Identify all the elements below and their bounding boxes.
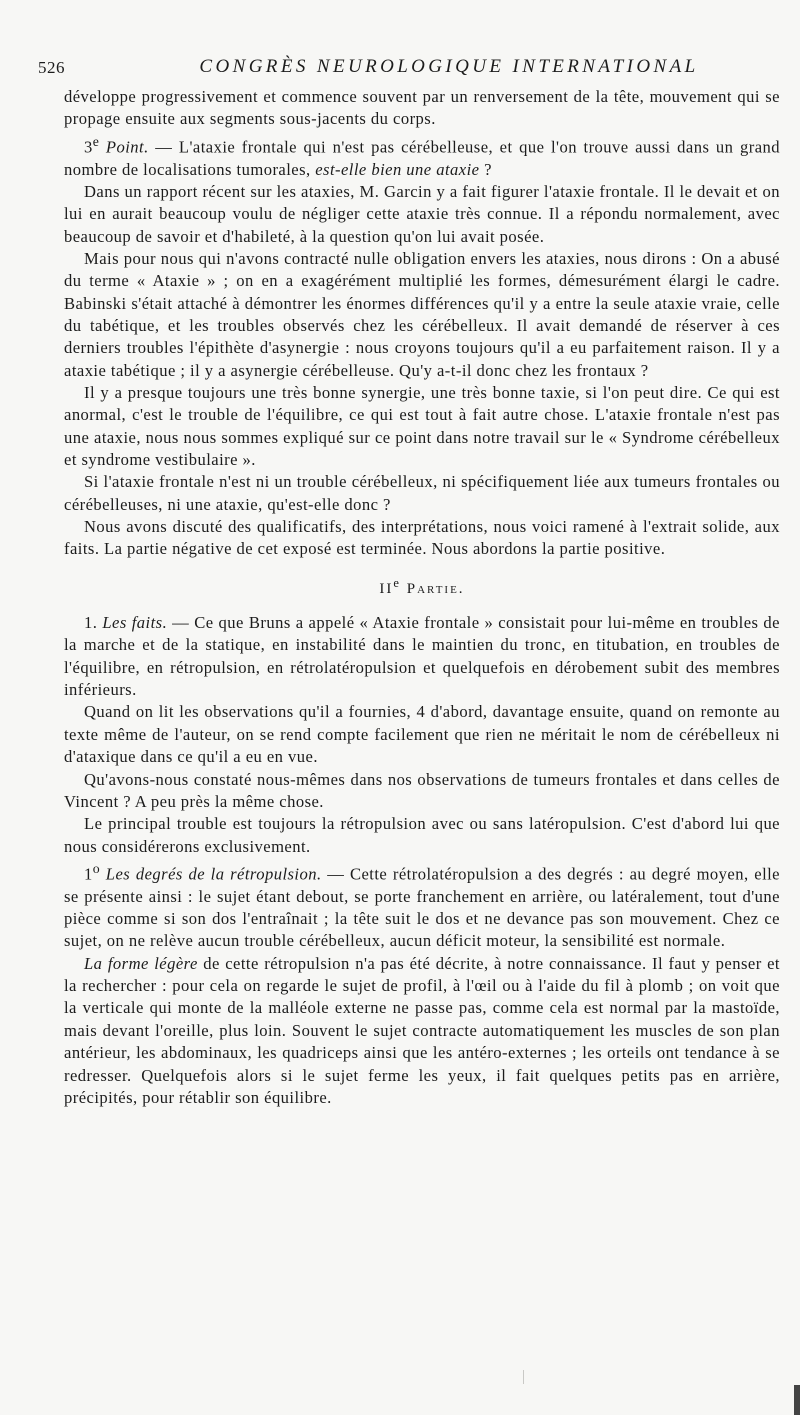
item-number: 1 <box>84 864 93 884</box>
page-header <box>38 50 780 80</box>
paragraph: Quand on lit les observations qu'il a fournies, 4 d'abord, davantage ensuite, quand on remonte au texte même de l'auteur, on se rend compte facilement que rien ne méritait le nom de cérébelleux ni d'ataxique dans ce qu'il a eu en vue. <box>64 702 780 767</box>
page-number: 526 <box>38 58 65 77</box>
section-numeral: II <box>379 580 394 597</box>
point-number: 3 <box>84 137 93 157</box>
paragraph: Qu'avons-nous constaté nous-mêmes dans nos observations de tumeurs frontales et dans celles de Vincent ? A peu près la même chose. <box>64 769 780 811</box>
section-heading <box>64 572 780 600</box>
paragraph-text: — L'ataxie frontale qui n'est pas cérébelleuse, et que l'on trouve aussi dans un grand nombre de localisations tumorales, <box>64 137 780 179</box>
ordinal-suffix: o <box>92 860 101 876</box>
paragraph-point-3 <box>64 131 780 181</box>
section-suffix: e <box>393 575 401 590</box>
page-edge <box>794 1385 800 1415</box>
paragraph-text: de cette rétropulsion n'a pas été décrite, à notre connaissance. Il faut y penser et la rechercher : pour cela on regarde le sujet de profil, à l'œil ou à l'aide du fil à plomb ; on voit que la verticale qui monte de la malléole externe ne passe pas, comme cela est normal par la mastoïde, mais devant l'oreille, plus loin. Souvent le sujet contracte automatiquement les muscles de son plan antérieur, les abdominaux, les quadriceps ainsi que les antéro-externes ; les orteils ont tendance à se redresser. Quelquefois alors si le sujet ferme les yeux, il fait quelques petits pas en arrière, précipités, pour rétablir son équilibre. <box>64 953 780 1107</box>
point-label: Point. <box>99 137 149 157</box>
paragraph-les-faits <box>64 612 780 701</box>
paragraph: Il y a presque toujours une très bonne synergie, une très bonne taxie, si l'on peut dire. Ce qui est anormal, c'est le trouble de l'équilibre, ce qui est tout à fait autre chose. L'ataxie frontale n'est pas une ataxie, nous nous sommes expliqué sur ce point dans notre travail sur le « Syndrome cérébelleux et syndrome vestibulaire ». <box>64 383 780 470</box>
section-word: Partie. <box>400 580 465 597</box>
paragraph: Nous avons discuté des qualificatifs, des interprétations, nous voici ramené à l'extrait solide, aux faits. La partie négative de cet exposé est terminée. Nous abordons la partie positive. <box>64 517 780 559</box>
italic-question: est-elle bien une ataxie <box>315 159 480 179</box>
paragraph: Mais pour nous qui n'avons contracté nulle obligation envers les ataxies, nous dirons : On a abusé du terme « Ataxie » ; on en a exagérément multiplié les formes, démesurément élargi le cadre. Babinski s'était attaché à démontrer les énormes différences qu'il y a entre la seule ataxie vraie, celle du tabétique, et les troubles observés chez les cérébelleux. Il avait demandé de réserver à ces derniers troubles l'épithète d'asynergie : nous croyons toujours qu'il a eu parfaitement raison. Il y a ataxie tabétique ; il y a asynergie cérébelleuse. Qu'y a-t-il donc chez les frontaux ? <box>64 248 780 380</box>
body-text <box>64 86 780 1109</box>
paragraph: développe progressivement et commence souvent par un renversement de la tête, mouvement qui se propage ensuite aux segments sous-jacents du corps. <box>64 87 780 129</box>
paragraph-text: — Ce que Bruns a appelé « Ataxie frontale » consistait pour lui-même en troubles de la marche et de la statique, en instabilité dans le maintien du tronc, en titubation, en troubles de l'équilibre, en rétropulsion, en rétrolatéropulsion et quelquefois en dérobement subit des membres inférieurs. <box>64 613 780 700</box>
paragraph: Le principal trouble est toujours la rétropulsion avec ou sans latéropulsion. C'est d'abord lui que nous considérerons exclusivement. <box>64 814 780 856</box>
paragraph-text-end: ? <box>479 159 492 179</box>
item-number: 1. <box>84 613 103 633</box>
paragraph: Si l'ataxie frontale n'est ni un trouble cérébelleux, ni spécifiquement liée aux tumeurs frontales ou cérébelleuses, ni une ataxie, qu'est-elle donc ? <box>64 472 780 514</box>
scan-mark <box>523 1370 524 1384</box>
paragraph-text: — Cette rétrolatéropulsion a des degrés : au degré moyen, elle se présente ainsi : le sujet étant debout, se porte franchement en arrière, ou latéralement, tout d'une pièce comme si son dos l'entraînait ; la tête suit le dos et ne devance pas son mouvement. Chez ce sujet, on ne relève aucun trouble cérébelleux, aucun déficit moteur, la sensibilité est normale. <box>64 864 780 951</box>
paragraph-degres <box>64 858 780 953</box>
running-title: CONGRÈS NEUROLOGIQUE INTERNATIONAL <box>199 56 699 77</box>
ordinal-suffix: e <box>92 133 100 149</box>
paragraph-forme-legere <box>64 953 780 1109</box>
paragraph: Dans un rapport récent sur les ataxies, M. Garcin y a fait figurer l'ataxie frontale. Il le devait et on lui en aurait beaucoup voulu de négliger cette ataxie très connue. Il a répondu normalement, avec beaucoup de savoir et d'habileté, à la question qu'on lui avait posée. <box>64 181 780 246</box>
item-label: Les faits. <box>102 613 168 633</box>
item-label: Les degrés de la rétropulsion. <box>100 864 322 884</box>
item-label: La forme légère <box>84 953 198 973</box>
